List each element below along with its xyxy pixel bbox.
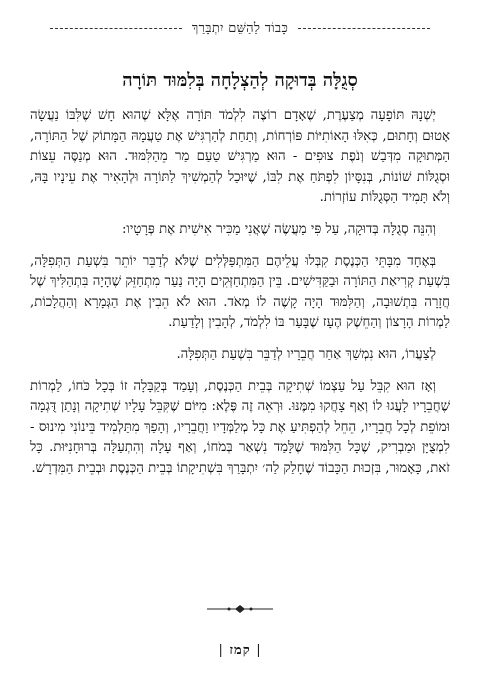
- running-header-text: כָּבוֹד לַהַשֵּׁם יִתְבָּרַךְ: [191, 21, 289, 36]
- paragraph-1: יְשְׁנָהּ תּוֹפָעָה מְצַעֶרֶת, שֶׁאָדָם רוֹצֶה לִלְמֹד תּוֹרָה אֶלָּא שֶׁהוּא חָשׁ שֶׁלִּבּוֹ נַעֲשָׂה אָטוּם וְחָתוּם, כְּאִלּוּ הָאוֹתִיּוֹת פּוֹרְחוֹת, וְתַחַת לְהַרְגִּישׁ אֶת טַעֲמָהּ הַמָּתוֹק שֶׁל הַתּוֹרָה, הַמְּתוּקָה מִדְּבַשׁ וְנֹפֶת צוּפִים - הוּא מַרְגִּישׁ טַעַם מַר מֵהַלִּמּוּד. הוּא מְנַסֶּה עֵצוֹת וּסְגֻלּוֹת שׁוֹנוֹת, בְּנִסָּיוֹן לִפְתֹּחַ אֶת לִבּוֹ, שֶׁיּוּכַל לְהַמְשִׁיךְ לַתּוֹרָה וּלְהָאִיר אֶת עֵינָיו בָּהּ, וְלֹא תָּמִיד הַסְּגֻלּוֹת עוֹזְרוֹת.: [30, 108, 450, 206]
- section-divider-ornament: [0, 604, 480, 614]
- chapter-title: סְגֻלָּה בְּדוּקָה לְהַצְלָחָה בְּלִמּוּד תּוֹרָה: [122, 70, 358, 91]
- header-dashed-rule-right: [298, 28, 430, 29]
- paragraph-3: בְּאֶחָד מִבָּתֵּי הַכְּנֶסֶת קִבְּלוּ עֲלֵיהֶם הַמִּתְפַּלְּלִים שֶׁלֹּא לְדַבֵּר יוֹתֵר בִּשְׁעַת הַתְּפִלָּה, בִּשְׁעַת קְרִיאַת הַתּוֹרָה וּבַקַּדִּישִׁים. בֵּין הַמִּתְחַזְּקִים הָיָה נַעַר מִתְחַזֵּק שֶׁהָיָה בִּתְהַלִּיךְ שֶׁל חֲזָרָה בִּתְשׁוּבָה, וְהַלִּמּוּד הָיָה קָשֶׁה לוֹ מְאֹד. הוּא לֹא הֵבִין אֶת הַגְּמָרָא וְהַהֲלָכוֹת, לַמְרוֹת הָרָצוֹן וְהַחֵשֶׁק הֶעָז שֶׁבָּעַר בּוֹ לִלְמֹד, לְהָבִין וְלָדַעַת.: [30, 253, 450, 331]
- page-number-block: [218, 642, 261, 658]
- body-text: [30, 106, 450, 491]
- paragraph-5: וְאָז הוּא קִבֵּל עַל עַצְמוֹ שְׁתִיקָה בְּבֵית הַכְּנֶסֶת, וְעָמַד בְּקַבָּלָה זוֹ בְּכָל כֹּחוֹ, לַמְרוֹת שֶׁחֲבֵרָיו לָעֲגוּ לוֹ וְאַף צָחֲקוּ מִמֶּנּוּ. וּרְאֵה זֶה פֶּלֶא: מִיּוֹם שֶׁקִּבֵּל עָלָיו שְׁתִיקָה וְנָתַן דֻּגְמָה וּמוֹפֵת לְכָל חֲבֵרָיו, הֵחֵל לְהַפְתִּיעַ אֶת כָּל מְלַמְּדָיו וַחֲבֵרָיו, וְהָפַךְ מִתַּלְמִיד בֵּינוֹנִי מִינוּס - לִמְצֻיָּן וּמַבְרִיק, שֶׁכָּל הַלִּמּוּד שֶׁלָּמַד נִשְׁאַר בְּמֹחוֹ, וְאַף עָלָה וְהִתְעַלָּה בְּרוּחָנִיּוּת. כָּל זֹאת, כָּאָמוּר, בִּזְכוּת הַכָּבוֹד שֶׁחָלַק לַה׳ יִתְבָּרַךְ בִּשְׁתִיקָתוֹ בְּבֵית הַכְּנֶסֶת וּבְבֵית הַמִּדְרָשׁ.: [30, 378, 450, 476]
- page-number-area: [0, 642, 480, 658]
- paragraph-4: לְצַעֲרוֹ, הוּא נִמְשַׁךְ אַחַר חֲבֵרָיו לְדַבֵּר בִּשְׁעַת הַתְּפִלָּה.: [176, 346, 436, 362]
- page-number-bar-right: |: [256, 643, 262, 658]
- divider-ornament-icon: [205, 604, 275, 614]
- paragraph-2: וְהִנֵּה סְגֻלָּה בְּדוּקָה, עַל פִּי מַעֲשֶׂה שֶׁאֲנִי מַכִּיר אִישִׁית אֶת פְּרָטָיו:: [121, 221, 436, 237]
- page-number: קמז: [229, 643, 251, 658]
- header-dashed-rule-left: [50, 28, 182, 29]
- running-header: [0, 20, 480, 36]
- page-number-bar-left: |: [218, 643, 224, 658]
